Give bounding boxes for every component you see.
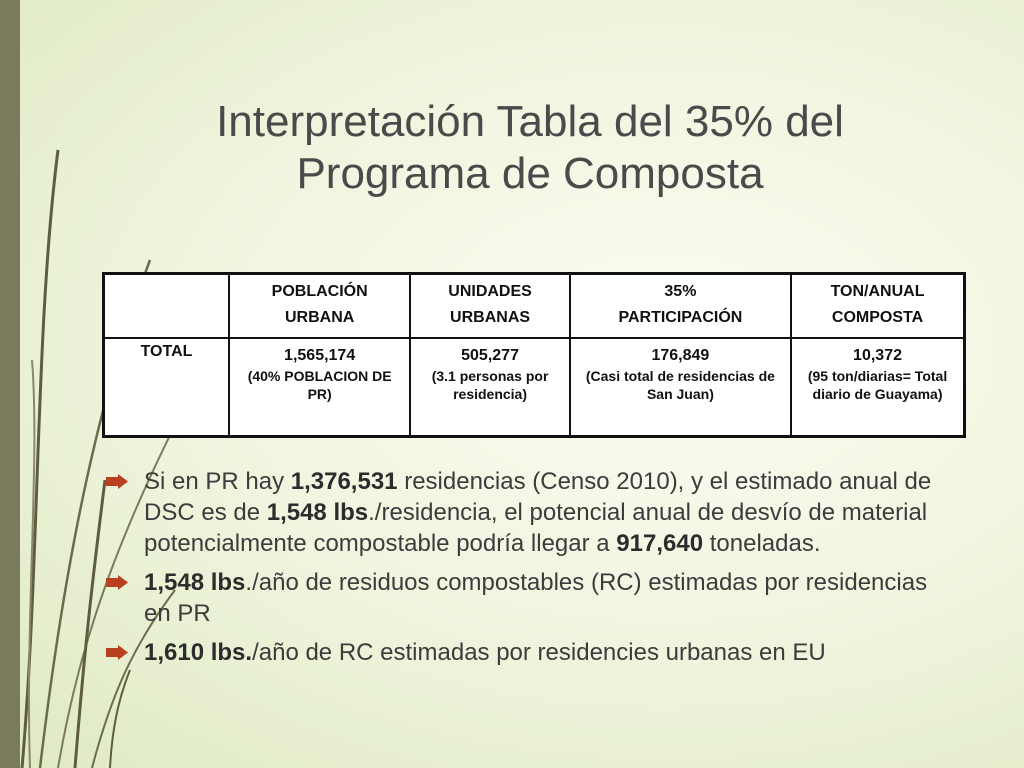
header-participacion: 35% PARTICIPACIÓN	[570, 274, 791, 339]
bullet-list	[104, 466, 944, 676]
header-ton-anual: TON/ANUAL COMPOSTA	[791, 274, 964, 339]
slide-title	[150, 96, 910, 200]
header-poblacion: POBLACIÓN URBANA	[229, 274, 410, 339]
arrow-bullet-icon	[106, 575, 128, 590]
cell-poblacion: 1,565,174 (40% POBLACION DE PR)	[229, 338, 410, 437]
composta-table	[102, 272, 966, 438]
table-row	[104, 338, 965, 437]
cell-unidades: 505,277 (3.1 personas por residencia)	[410, 338, 569, 437]
row-label-total: TOTAL	[104, 338, 229, 437]
bullet-item-pr: 1,548 lbs./año de residuos compostables (RC) estimadas por residencias en PR	[104, 567, 944, 629]
bullet-item-residencias: Si en PR hay 1,376,531 residencias (Censo 2010), y el estimado anual de DSC es de 1,548 lbs./residencia, el potencial anual de desvío de material potencialmente compostable podría llegar a 917,640 toneladas.	[104, 466, 944, 559]
arrow-bullet-icon	[106, 645, 128, 660]
header-unidades: UNIDADES URBANAS	[410, 274, 569, 339]
cell-participacion: 176,849 (Casi total de residencias de San Juan)	[570, 338, 791, 437]
arrow-bullet-icon	[106, 474, 128, 489]
table-header-row	[104, 274, 965, 339]
title-line-2: Programa de Composta	[296, 149, 764, 198]
header-empty	[104, 274, 229, 339]
bullet-item-eu: 1,610 lbs./año de RC estimadas por residencies urbanas en EU	[104, 637, 944, 668]
cell-ton-anual: 10,372 (95 ton/diarias= Total diario de Guayama)	[791, 338, 964, 437]
title-line-1: Interpretación Tabla del 35% del	[216, 97, 844, 146]
